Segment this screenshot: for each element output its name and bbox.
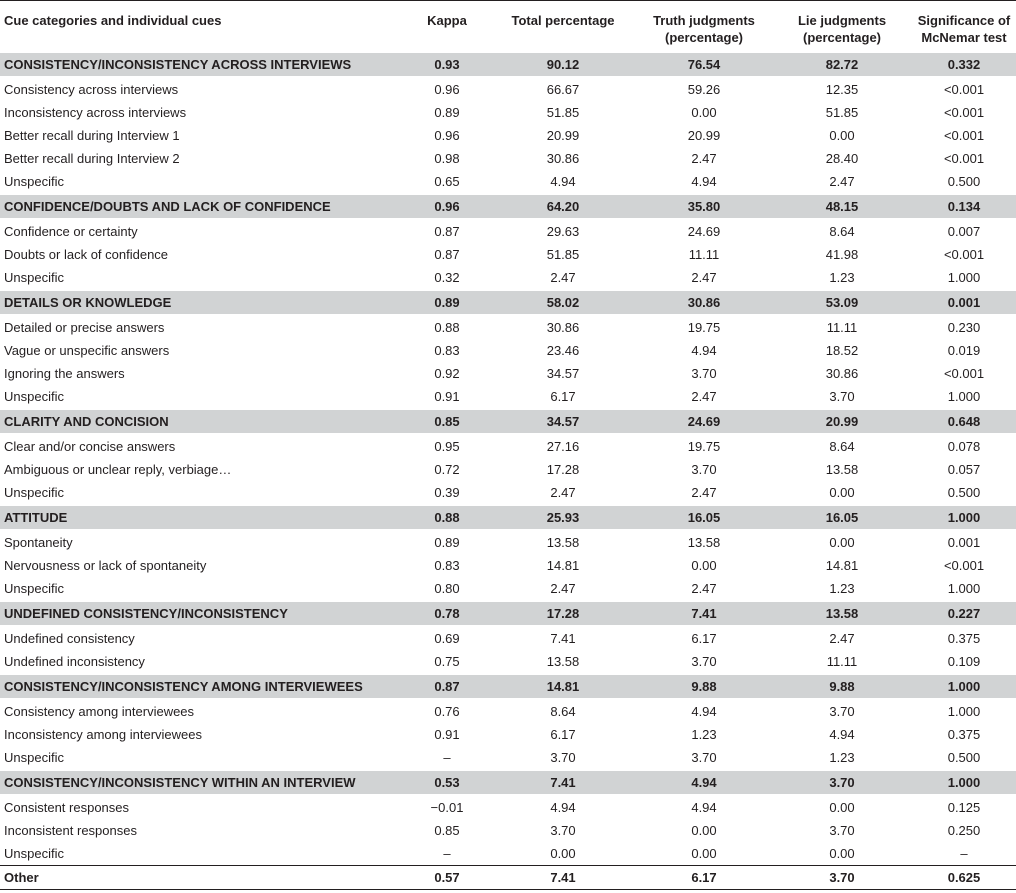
cell-cue-name: UNDEFINED CONSISTENCY/INCONSISTENCY: [0, 601, 404, 626]
table-row: [0, 795, 1016, 819]
cell-lie-percentage: 16.05: [772, 505, 912, 530]
cell-lie-percentage: 11.11: [826, 653, 858, 669]
cell-cue-name: Undefined consistency: [4, 630, 135, 646]
cell-total-percentage: 51.85: [546, 246, 580, 262]
cell-cue-name: CONSISTENCY/INCONSISTENCY WITHIN AN INTERVIEW: [0, 770, 404, 795]
cell-mcnemar-significance: 0.125: [947, 799, 981, 815]
cell-mcnemar-significance: <0.001: [943, 150, 985, 166]
category-row: [0, 52, 1016, 77]
cell-lie-percentage: 82.72: [772, 52, 912, 77]
cell-cue-name: Consistency across interviews: [4, 81, 179, 97]
cell-truth-percentage: 3.70: [691, 461, 717, 477]
cell-total-percentage: 34.57: [490, 409, 636, 434]
cell-total-percentage: 14.81: [490, 674, 636, 699]
table-row: [0, 819, 1016, 842]
cell-cue-name: Confidence or certainty: [4, 223, 138, 239]
cell-mcnemar-significance: <0.001: [943, 557, 985, 573]
cell-total-percentage: 14.81: [546, 557, 580, 573]
cell-truth-percentage: 24.69: [687, 223, 721, 239]
cell-total-percentage: 13.58: [546, 534, 580, 550]
cell-kappa: 0.78: [404, 601, 490, 626]
cell-total-percentage: 29.63: [546, 223, 580, 239]
cell-lie-percentage: 41.98: [825, 246, 859, 262]
table-row: [0, 842, 1016, 866]
cell-mcnemar-significance: 0.019: [947, 342, 981, 358]
cell-mcnemar-significance: 0.078: [947, 438, 981, 454]
cell-total-percentage: 30.86: [546, 150, 580, 166]
cell-truth-percentage: 0.00: [691, 845, 717, 861]
cell-mcnemar-significance: 1.000: [912, 770, 1016, 795]
cell-lie-percentage: 4.94: [829, 726, 855, 742]
cell-mcnemar-significance: <0.001: [943, 104, 985, 120]
cell-truth-percentage: 19.75: [687, 319, 721, 335]
cell-total-percentage: 6.17: [550, 726, 576, 742]
cell-lie-percentage: 8.64: [829, 438, 855, 454]
cell-mcnemar-significance: 0.001: [947, 534, 981, 550]
table-row: [0, 577, 1016, 601]
cell-lie-percentage: 1.23: [829, 580, 855, 596]
cell-cue-name: ATTITUDE: [0, 505, 404, 530]
cell-kappa: –: [443, 845, 451, 861]
cell-cue-name: Unspecific: [4, 749, 64, 765]
cell-lie-percentage: 2.47: [829, 173, 855, 189]
table-row: [0, 101, 1016, 124]
cell-truth-percentage: 6.17: [636, 865, 772, 889]
cell-truth-percentage: 3.70: [691, 749, 717, 765]
cell-kappa: –: [443, 749, 451, 765]
cell-truth-percentage: 30.86: [636, 290, 772, 315]
cell-total-percentage: 13.58: [546, 653, 580, 669]
cell-truth-percentage: 7.41: [636, 601, 772, 626]
cell-lie-percentage: 18.52: [825, 342, 859, 358]
cell-total-percentage: 27.16: [546, 438, 580, 454]
cell-lie-percentage: 13.58: [825, 461, 859, 477]
table-row: [0, 77, 1016, 101]
cell-lie-percentage: 2.47: [829, 630, 855, 646]
cell-cue-name: Unspecific: [4, 173, 64, 189]
cell-total-percentage: 51.85: [546, 104, 580, 120]
cell-truth-percentage: 9.88: [636, 674, 772, 699]
cell-cue-name: Detailed or precise answers: [4, 319, 165, 335]
table-row: [0, 481, 1016, 505]
cell-mcnemar-significance: 0.001: [912, 290, 1016, 315]
cell-mcnemar-significance: 0.500: [947, 484, 981, 500]
cell-mcnemar-significance: 0.500: [947, 173, 981, 189]
category-row: [0, 601, 1016, 626]
cell-truth-percentage: 0.00: [691, 822, 717, 838]
cell-kappa: 0.91: [434, 388, 460, 404]
cell-cue-name: Consistent responses: [4, 799, 130, 815]
cell-total-percentage: 4.94: [550, 173, 576, 189]
cell-cue-name: Other: [0, 865, 404, 889]
cell-kappa: 0.83: [434, 342, 460, 358]
cell-truth-percentage: 1.23: [691, 726, 717, 742]
cell-kappa: 0.65: [434, 173, 460, 189]
table-row: [0, 650, 1016, 674]
cell-cue-name: CONFIDENCE/DOUBTS AND LACK OF CONFIDENCE: [0, 194, 404, 219]
cell-kappa: 0.53: [404, 770, 490, 795]
table-row: [0, 385, 1016, 409]
cell-mcnemar-significance: 0.230: [947, 319, 981, 335]
cell-total-percentage: 90.12: [490, 52, 636, 77]
cell-kappa: 0.93: [404, 52, 490, 77]
cell-total-percentage: 8.64: [550, 703, 576, 719]
cell-lie-percentage: 3.70: [772, 865, 912, 889]
table-row: [0, 219, 1016, 243]
cell-truth-percentage: 2.47: [691, 484, 717, 500]
cell-truth-percentage: 3.70: [691, 653, 717, 669]
cell-mcnemar-significance: 1.000: [912, 674, 1016, 699]
cell-kappa: 0.85: [434, 822, 460, 838]
table-row: [0, 746, 1016, 770]
cell-cue-name: Better recall during Interview 1: [4, 127, 180, 143]
cell-truth-percentage: 16.05: [636, 505, 772, 530]
table-row: [0, 458, 1016, 481]
cell-truth-percentage: 20.99: [687, 127, 721, 143]
other-row: [0, 865, 1016, 889]
cell-mcnemar-significance: <0.001: [943, 365, 985, 381]
cell-mcnemar-significance: 0.134: [912, 194, 1016, 219]
cell-total-percentage: 7.41: [490, 865, 636, 889]
cell-lie-percentage: 0.00: [829, 534, 855, 550]
header-truth: Truth judgments (percentage): [653, 13, 755, 45]
cell-mcnemar-significance: 0.500: [947, 749, 981, 765]
cell-mcnemar-significance: –: [960, 845, 968, 861]
cell-kappa: 0.85: [404, 409, 490, 434]
cell-truth-percentage: 0.00: [691, 557, 717, 573]
cell-total-percentage: 66.67: [546, 81, 580, 97]
cell-truth-percentage: 4.94: [691, 173, 717, 189]
cell-truth-percentage: 24.69: [636, 409, 772, 434]
cell-kappa: 0.96: [404, 194, 490, 219]
cell-mcnemar-significance: 0.057: [947, 461, 981, 477]
cell-cue-name: Consistency among interviewees: [4, 703, 195, 719]
cell-mcnemar-significance: 0.625: [912, 865, 1016, 889]
cell-truth-percentage: 3.70: [691, 365, 717, 381]
table-row: [0, 315, 1016, 339]
cell-total-percentage: 23.46: [546, 342, 580, 358]
cell-truth-percentage: 6.17: [691, 630, 717, 646]
cell-lie-percentage: 1.23: [829, 269, 855, 285]
cell-total-percentage: 7.41: [490, 770, 636, 795]
cell-lie-percentage: 0.00: [829, 845, 855, 861]
cell-kappa: 0.87: [434, 246, 460, 262]
table-row: [0, 530, 1016, 554]
cell-cue-name: Ignoring the answers: [4, 365, 125, 381]
cell-lie-percentage: 14.81: [825, 557, 859, 573]
cell-truth-percentage: 2.47: [691, 580, 717, 596]
table-row: [0, 147, 1016, 170]
cell-lie-percentage: 48.15: [772, 194, 912, 219]
cell-cue-name: CONSISTENCY/INCONSISTENCY ACROSS INTERVIEWS: [0, 52, 404, 77]
table-row: [0, 626, 1016, 650]
cell-truth-percentage: 4.94: [691, 799, 717, 815]
cell-mcnemar-significance: 1.000: [947, 580, 981, 596]
cell-mcnemar-significance: 0.227: [912, 601, 1016, 626]
cell-kappa: 0.91: [434, 726, 460, 742]
cell-total-percentage: 2.47: [550, 484, 576, 500]
cell-cue-name: Unspecific: [4, 845, 64, 861]
table-row: [0, 243, 1016, 266]
cell-cue-name: Unspecific: [4, 269, 64, 285]
cell-kappa: 0.89: [434, 534, 460, 550]
cell-mcnemar-significance: <0.001: [943, 81, 985, 97]
cell-lie-percentage: 13.58: [772, 601, 912, 626]
cell-kappa: 0.89: [404, 290, 490, 315]
cell-lie-percentage: 53.09: [772, 290, 912, 315]
cell-kappa: 0.32: [434, 269, 460, 285]
cell-truth-percentage: 2.47: [691, 269, 717, 285]
cell-kappa: 0.72: [434, 461, 460, 477]
cell-lie-percentage: 3.70: [829, 822, 855, 838]
table-row: [0, 266, 1016, 290]
cell-truth-percentage: 2.47: [691, 388, 717, 404]
cell-lie-percentage: 20.99: [772, 409, 912, 434]
cell-mcnemar-significance: 0.109: [947, 653, 981, 669]
cell-cue-name: Vague or unspecific answers: [4, 342, 170, 358]
header-kappa: Kappa: [427, 13, 467, 28]
cell-total-percentage: 25.93: [490, 505, 636, 530]
cell-mcnemar-significance: 1.000: [947, 269, 981, 285]
cell-total-percentage: 2.47: [550, 269, 576, 285]
cell-truth-percentage: 0.00: [691, 104, 717, 120]
table-row: [0, 170, 1016, 194]
cell-total-percentage: 2.47: [550, 580, 576, 596]
cell-mcnemar-significance: 0.375: [947, 726, 981, 742]
cell-cue-name: Nervousness or lack of spontaneity: [4, 557, 207, 573]
cell-cue-name: Inconsistency among interviewees: [4, 726, 202, 742]
cell-total-percentage: 58.02: [490, 290, 636, 315]
cell-total-percentage: 3.70: [550, 822, 576, 838]
cell-mcnemar-significance: <0.001: [943, 127, 985, 143]
cell-mcnemar-significance: 1.000: [947, 703, 981, 719]
cell-total-percentage: 34.57: [546, 365, 580, 381]
cell-lie-percentage: 3.70: [829, 703, 855, 719]
cell-cue-name: CLARITY AND CONCISION: [0, 409, 404, 434]
cell-cue-name: Spontaneity: [4, 534, 73, 550]
cell-kappa: −0.01: [430, 799, 464, 815]
cell-kappa: 0.96: [434, 127, 460, 143]
cell-total-percentage: 20.99: [546, 127, 580, 143]
header-total: Total percentage: [511, 13, 615, 28]
cell-total-percentage: 6.17: [550, 388, 576, 404]
cell-mcnemar-significance: 0.007: [947, 223, 981, 239]
cell-total-percentage: 3.70: [550, 749, 576, 765]
cell-cue-name: CONSISTENCY/INCONSISTENCY AMONG INTERVIEWEES: [0, 674, 404, 699]
cell-lie-percentage: 0.00: [829, 799, 855, 815]
table-row: [0, 124, 1016, 147]
cell-mcnemar-significance: 1.000: [947, 388, 981, 404]
cell-kappa: 0.98: [434, 150, 460, 166]
cell-mcnemar-significance: 0.375: [947, 630, 981, 646]
cell-cue-name: Ambiguous or unclear reply, verbiage…: [4, 461, 232, 477]
cell-lie-percentage: 3.70: [829, 388, 855, 404]
cell-cue-name: Doubts or lack of confidence: [4, 246, 169, 262]
cell-kappa: 0.69: [434, 630, 460, 646]
table-row: [0, 554, 1016, 577]
header-row: [0, 1, 1016, 52]
cell-total-percentage: 17.28: [490, 601, 636, 626]
category-row: [0, 505, 1016, 530]
table-row: [0, 434, 1016, 458]
cell-total-percentage: 64.20: [490, 194, 636, 219]
table-row: [0, 362, 1016, 385]
cell-cue-name: Unspecific: [4, 580, 64, 596]
table-body: [0, 52, 1016, 890]
cell-kappa: 0.39: [434, 484, 460, 500]
table-row: [0, 339, 1016, 362]
category-row: [0, 194, 1016, 219]
cell-truth-percentage: 19.75: [687, 438, 721, 454]
cell-cue-name: DETAILS OR KNOWLEDGE: [0, 290, 404, 315]
cell-total-percentage: 30.86: [546, 319, 580, 335]
cell-lie-percentage: 30.86: [825, 365, 859, 381]
cell-total-percentage: 0.00: [550, 845, 576, 861]
cell-cue-name: Better recall during Interview 2: [4, 150, 180, 166]
cell-truth-percentage: 4.94: [691, 342, 717, 358]
cell-truth-percentage: 4.94: [691, 703, 717, 719]
cell-kappa: 0.92: [434, 365, 460, 381]
category-row: [0, 770, 1016, 795]
cell-total-percentage: 4.94: [550, 799, 576, 815]
cell-kappa: 0.95: [434, 438, 460, 454]
cell-truth-percentage: 13.58: [687, 534, 721, 550]
cell-cue-name: Inconsistency across interviews: [4, 104, 187, 120]
cell-truth-percentage: 11.11: [688, 246, 720, 262]
cell-total-percentage: 7.41: [550, 630, 576, 646]
category-row: [0, 409, 1016, 434]
cell-truth-percentage: 35.80: [636, 194, 772, 219]
cell-lie-percentage: 9.88: [772, 674, 912, 699]
cell-lie-percentage: 12.35: [825, 81, 859, 97]
cell-truth-percentage: 2.47: [691, 150, 717, 166]
cell-mcnemar-significance: 1.000: [912, 505, 1016, 530]
cell-cue-name: Unspecific: [4, 484, 64, 500]
header-lie: Lie judgments (percentage): [797, 13, 887, 45]
cell-kappa: 0.83: [434, 557, 460, 573]
cell-kappa: 0.76: [434, 703, 460, 719]
cell-lie-percentage: 1.23: [829, 749, 855, 765]
cell-truth-percentage: 76.54: [636, 52, 772, 77]
cell-lie-percentage: 8.64: [829, 223, 855, 239]
cell-truth-percentage: 59.26: [687, 81, 721, 97]
cell-kappa: 0.96: [434, 81, 460, 97]
cell-lie-percentage: 0.00: [829, 484, 855, 500]
cell-kappa: 0.57: [404, 865, 490, 889]
cell-total-percentage: 17.28: [546, 461, 580, 477]
cell-kappa: 0.88: [404, 505, 490, 530]
cell-lie-percentage: 11.11: [826, 319, 858, 335]
cell-mcnemar-significance: <0.001: [943, 246, 985, 262]
cell-kappa: 0.87: [404, 674, 490, 699]
cell-truth-percentage: 4.94: [636, 770, 772, 795]
table-row: [0, 723, 1016, 746]
cell-lie-percentage: 3.70: [772, 770, 912, 795]
table-row: [0, 699, 1016, 723]
category-row: [0, 290, 1016, 315]
cell-cue-name: Clear and/or concise answers: [4, 438, 176, 454]
cell-kappa: 0.89: [434, 104, 460, 120]
cell-kappa: 0.88: [434, 319, 460, 335]
cell-kappa: 0.80: [434, 580, 460, 596]
cell-lie-percentage: 0.00: [829, 127, 855, 143]
cell-mcnemar-significance: 0.332: [912, 52, 1016, 77]
cell-lie-percentage: 51.85: [825, 104, 859, 120]
header-significance: Significance of McNemar test: [917, 13, 1011, 45]
category-row: [0, 674, 1016, 699]
cell-cue-name: Inconsistent responses: [4, 822, 137, 838]
cell-kappa: 0.87: [434, 223, 460, 239]
cell-kappa: 0.75: [434, 653, 460, 669]
cell-cue-name: Undefined inconsistency: [4, 653, 145, 669]
cell-cue-name: Unspecific: [4, 388, 64, 404]
cell-mcnemar-significance: 0.250: [947, 822, 981, 838]
cell-lie-percentage: 28.40: [825, 150, 859, 166]
header-cues: Cue categories and individual cues: [4, 13, 222, 28]
cell-mcnemar-significance: 0.648: [912, 409, 1016, 434]
